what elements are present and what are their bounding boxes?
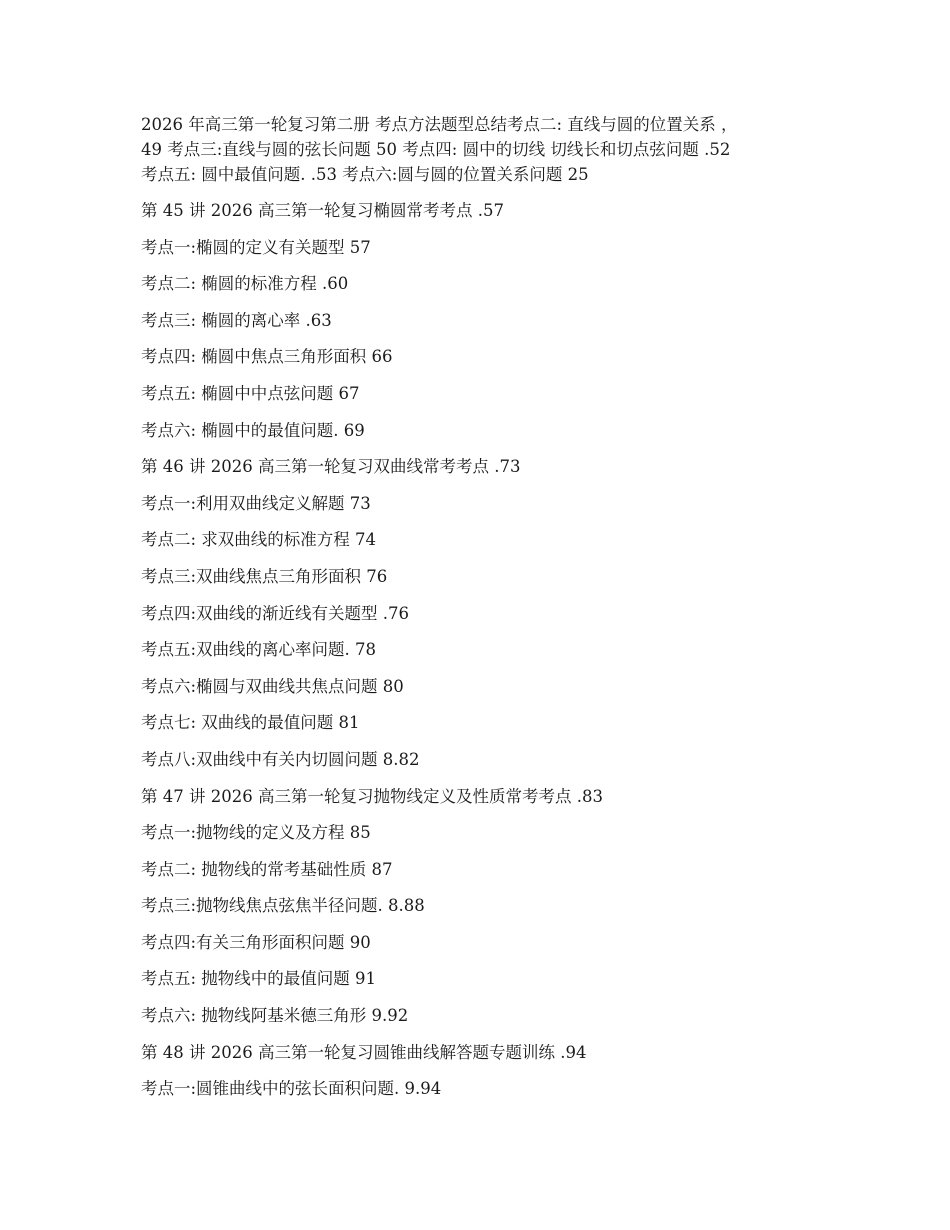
table-of-contents [141,198,821,1101]
toc-entry: 考点二: 椭圆的标准方程 .60 [141,274,349,294]
toc-entry: 考点七: 双曲线的最值问题 81 [141,713,360,733]
toc-entry: 考点六: 抛物线阿基米德三角形 9.92 [141,1006,409,1026]
toc-entry: 考点四:有关三角形面积问题 90 [141,932,371,952]
toc-entry: 考点一:抛物线的定义及方程 85 [141,823,371,843]
intro-paragraph [141,112,821,187]
chapter-heading-47: 第 47 讲 2026 高三第一轮复习抛物线定义及性质常考考点 .83 [141,786,603,806]
toc-entry: 考点三: 椭圆的离心率 .63 [141,310,332,330]
toc-entry: 考点二: 求双曲线的标准方程 74 [141,530,377,550]
toc-entry: 考点五: 椭圆中中点弦问题 67 [141,383,360,403]
toc-entry: 考点六:椭圆与双曲线共焦点问题 80 [141,676,404,696]
chapter-heading-48: 第 48 讲 2026 高三第一轮复习圆锥曲线解答题专题训练 .94 [141,1042,587,1062]
document-page [141,112,821,1113]
chapter-heading-46: 第 46 讲 2026 高三第一轮复习双曲线常考考点 .73 [141,457,521,477]
intro-line: 49 考点三:直线与圆的弦长问题 50 考点四: 圆中的切线 切线长和切点弦问题 .52 [141,140,731,159]
intro-line: 2026 年高三第一轮复习第二册 考点方法题型总结考点二: 直线与圆的位置关系 ， [141,115,738,134]
toc-entry: 考点五:双曲线的离心率问题. 78 [141,640,377,660]
toc-entry: 考点一:椭圆的定义有关题型 57 [141,237,371,257]
toc-entry: 考点三:双曲线焦点三角形面积 76 [141,566,388,586]
toc-entry: 考点一:利用双曲线定义解题 73 [141,493,371,513]
toc-entry: 考点一:圆锥曲线中的弦长面积问题. 9.94 [141,1079,442,1099]
chapter-heading-45: 第 45 讲 2026 高三第一轮复习椭圆常考考点 .57 [141,201,504,220]
toc-entry: 考点四:双曲线的渐近线有关题型 .76 [141,603,410,623]
toc-entry: 考点四: 椭圆中焦点三角形面积 66 [141,347,393,367]
toc-entry: 考点五: 抛物线中的最值问题 91 [141,969,377,989]
toc-entry: 考点六: 椭圆中的最值问题. 69 [141,420,365,440]
toc-entry: 考点八:双曲线中有关内切圆问题 8.82 [141,749,420,769]
intro-line: 考点五: 圆中最值问题. .53 考点六:圆与圆的位置关系问题 25 [141,165,589,184]
toc-entry: 考点二: 抛物线的常考基础性质 87 [141,859,393,879]
toc-entry: 考点三:抛物线焦点弦焦半径问题. 8.88 [141,896,425,916]
